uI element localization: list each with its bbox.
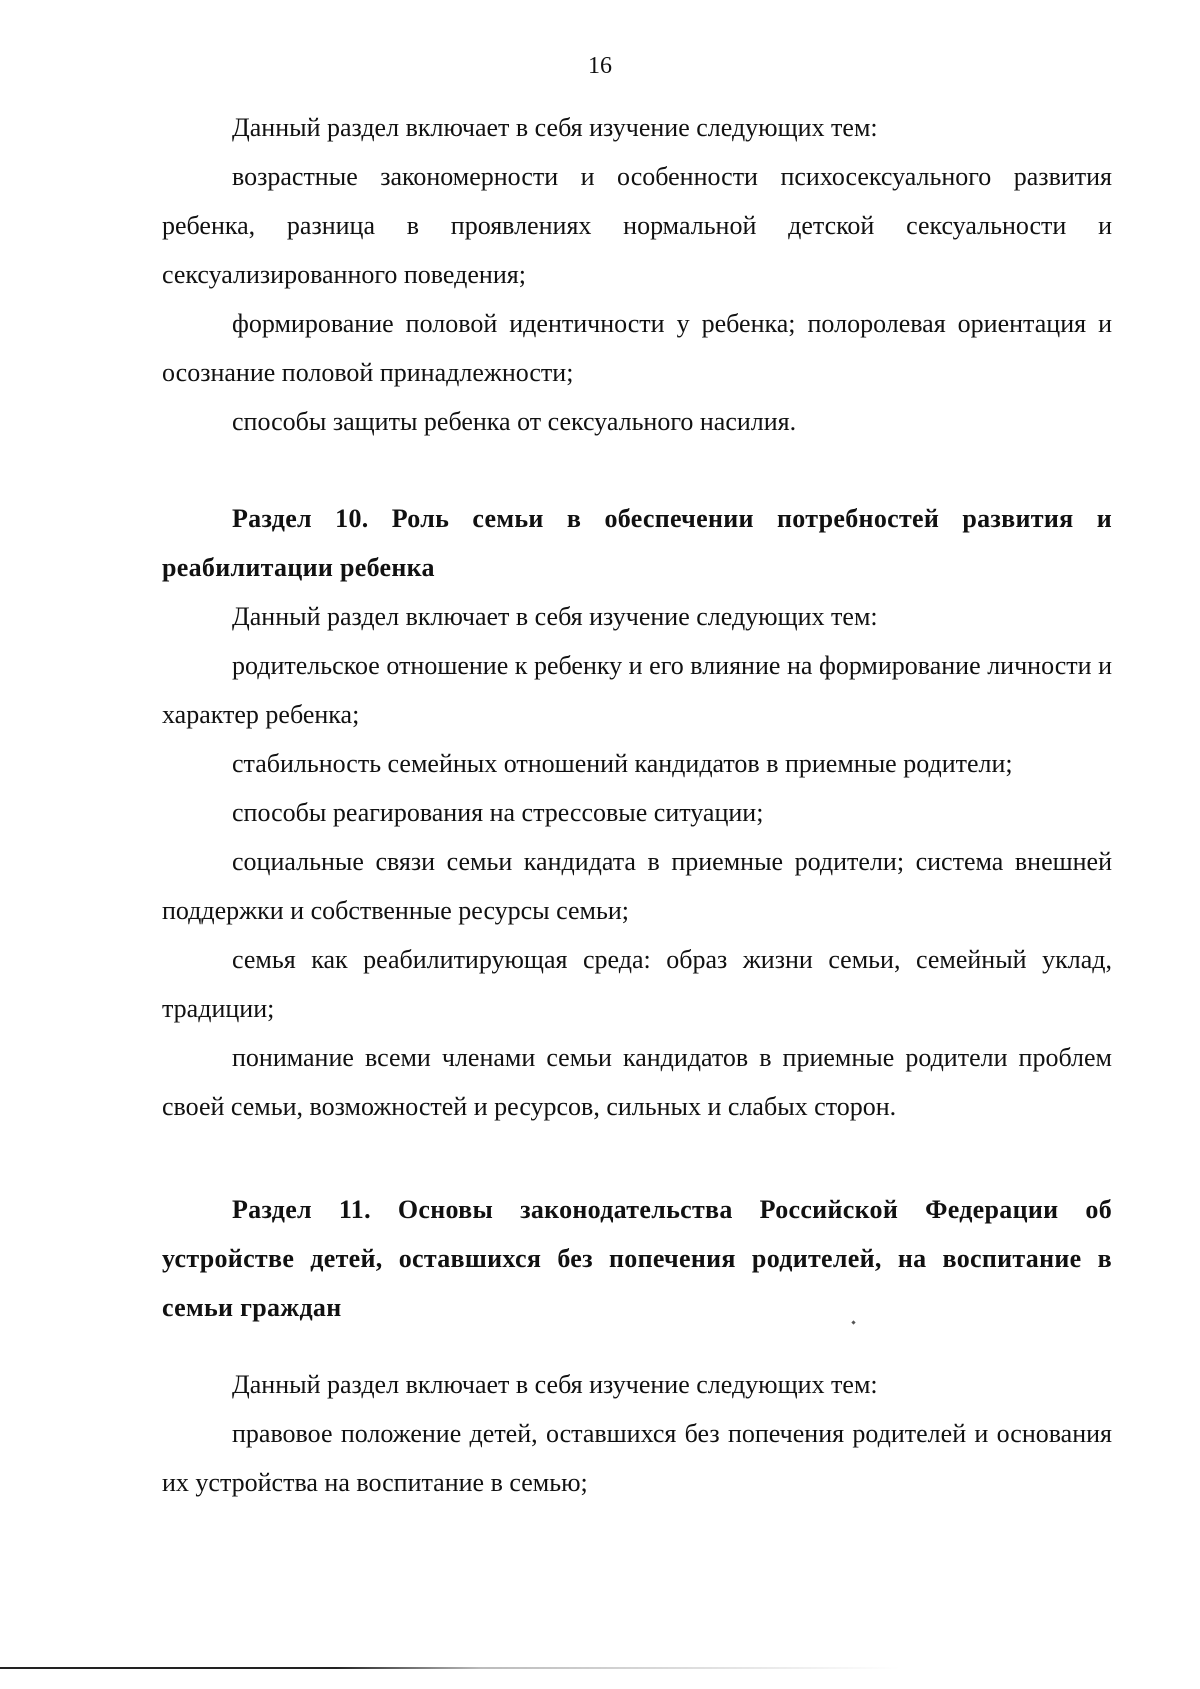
section-heading: Раздел 10. Роль семьи в обеспечении потребностей развития и реабилитации ребенка (162, 504, 1112, 582)
topic-item: семья как реабилитирующая среда: образ жизни семьи, семейный уклад, традиции; (162, 945, 1112, 1023)
topic-item: социальные связи семьи кандидата в приемные родители; система внешней поддержки и собственные ресурсы семьи; (162, 847, 1112, 925)
topic-item: родительское отношение к ребенку и его влияние на формирование личности и характер ребенка; (162, 651, 1112, 729)
topic-item: понимание всеми членами семьи кандидатов в приемные родители проблем своей семьи, возможностей и ресурсов, сильных и слабых сторон. (162, 1043, 1112, 1121)
page-number: 16 (588, 53, 612, 79)
topic-item: возрастные закономерности и особенности психосексуального развития ребенка, разница в проявлениях нормальной детской сексуальности и сексуализированного поведения; (162, 162, 1112, 289)
section-9-continuation (162, 103, 1112, 446)
section-10 (162, 494, 1112, 1131)
section-heading: Раздел 11. Основы законодательства Российской Федерации об устройстве детей, оставшихся без попечения родителей, на воспитание в семьи граждан (162, 1195, 1112, 1322)
topic-item: способы защиты ребенка от сексуального насилия. (232, 407, 797, 436)
topic-item: способы реагирования на стрессовые ситуации; (232, 798, 764, 827)
spacer (162, 1332, 1112, 1360)
section-intro: Данный раздел включает в себя изучение следующих тем: (232, 1370, 878, 1399)
section-intro: Данный раздел включает в себя изучение следующих тем: (232, 602, 878, 631)
topic-item: правовое положение детей, оставшихся без попечения родителей и основания их устройства на воспитание в семью; (162, 1419, 1112, 1497)
topic-item: стабильность семейных отношений кандидатов в приемные родители; (232, 749, 1013, 778)
topic-item: формирование половой идентичности у ребенка; полоролевая ориентация и осознание половой принадлежности; (162, 309, 1112, 387)
section-intro: Данный раздел включает в себя изучение следующих тем: (232, 113, 878, 142)
section-11 (162, 1185, 1112, 1507)
scan-bottom-edge (0, 1667, 1200, 1669)
